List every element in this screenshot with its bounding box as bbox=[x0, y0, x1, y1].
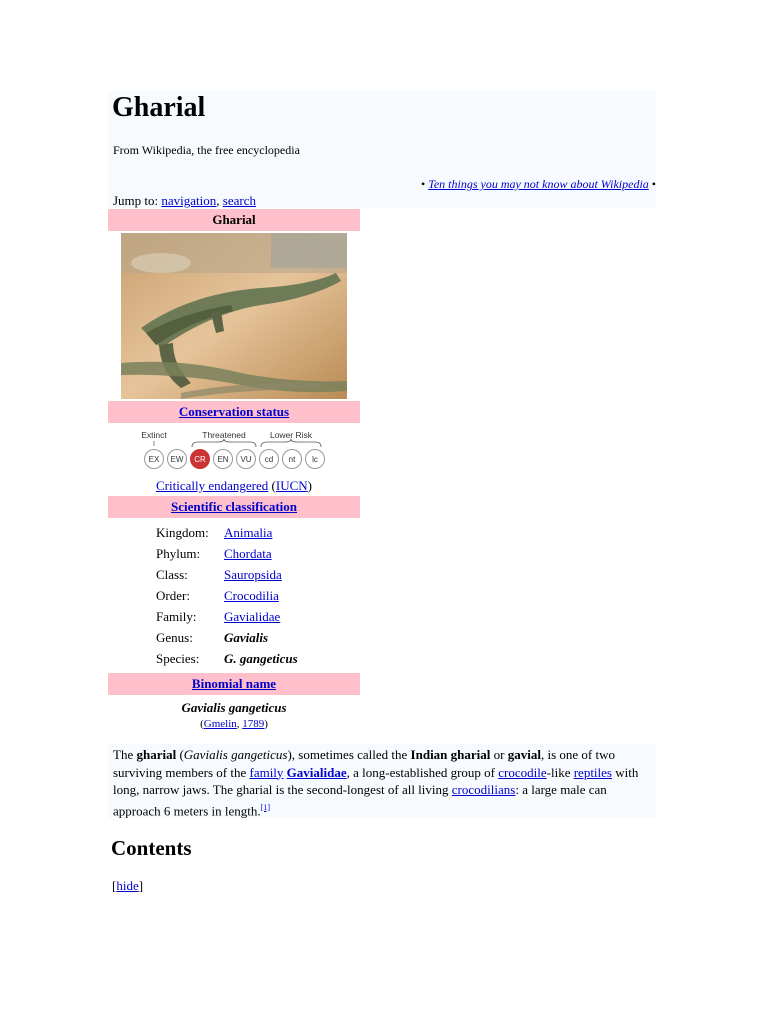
family-link[interactable]: family bbox=[249, 764, 284, 780]
taxonomy-rank: Order: bbox=[156, 587, 190, 603]
contents-hide-link[interactable]: hide bbox=[116, 878, 139, 893]
taxonomy-value bbox=[224, 522, 298, 543]
intro-text: The bbox=[113, 747, 137, 762]
binomial-name-header bbox=[108, 673, 360, 695]
taxonomy-row bbox=[156, 564, 298, 585]
status-code-label: EW bbox=[170, 455, 184, 464]
status-code-label: VU bbox=[240, 455, 252, 464]
status-code-label: CR bbox=[194, 455, 206, 464]
jump-navigation-link[interactable]: navigation bbox=[161, 193, 217, 208]
conservation-status-header bbox=[108, 401, 360, 423]
authority-close: ) bbox=[264, 718, 268, 730]
infobox-title: Gharial bbox=[108, 209, 360, 231]
gharial-photo-icon bbox=[121, 233, 347, 399]
jump-search-link[interactable]: search bbox=[222, 193, 256, 208]
intro-text: : a large male can approach 6 meters in length. bbox=[113, 782, 607, 818]
taxonomy-row bbox=[156, 585, 298, 606]
taxonomy-row bbox=[156, 522, 298, 543]
jump-to bbox=[113, 193, 256, 209]
intro-text: -like bbox=[546, 764, 574, 780]
bracket-open: [ bbox=[112, 878, 117, 893]
bullet: • bbox=[421, 177, 429, 191]
reference-1-link[interactable]: [1] bbox=[260, 802, 270, 812]
reptiles-link[interactable]: reptiles bbox=[573, 764, 612, 780]
threatened-group-label: Threatened bbox=[202, 430, 246, 440]
scientific-classification-header bbox=[108, 496, 360, 518]
binomial-name-link[interactable]: Binomial name bbox=[191, 676, 277, 691]
intro-text: , a long-established group of bbox=[346, 764, 499, 780]
status-caption bbox=[108, 476, 360, 496]
taxonomy-rank: Species: bbox=[156, 650, 200, 666]
threatened-brace bbox=[192, 439, 256, 447]
taxobox bbox=[108, 209, 360, 731]
taxonomy-row bbox=[156, 648, 298, 669]
taxonomy-rows bbox=[156, 522, 298, 669]
tagline: From Wikipedia, the free encyclopedia bbox=[113, 143, 300, 157]
taxonomy-rank: Class: bbox=[156, 566, 188, 582]
status-code-label: cd bbox=[264, 455, 274, 464]
intro-bold-indian-gharial: Indian gharial bbox=[410, 747, 491, 762]
taxonomy-value-link[interactable]: Chordata bbox=[224, 545, 272, 561]
taxonomy-rank: Genus: bbox=[156, 629, 193, 645]
intro-text: ( bbox=[176, 747, 184, 762]
status-source-open: ( bbox=[268, 478, 276, 493]
intro-text: ), sometimes called the bbox=[287, 747, 411, 762]
intro-text: with long, narrow jaws. The gharial is the second-longest of all living bbox=[113, 764, 639, 797]
intro-text: , is one of two surviving members of the bbox=[113, 747, 615, 780]
authority-open: ( bbox=[200, 718, 204, 730]
taxonomy-rank: Phylum: bbox=[156, 545, 201, 561]
crocodilians-link[interactable]: crocodilians bbox=[451, 782, 516, 797]
taxonomy-row bbox=[156, 606, 298, 627]
scientific-classification-link[interactable]: Scientific classification bbox=[170, 499, 297, 514]
intro-text: or bbox=[490, 747, 508, 762]
lower-risk-brace bbox=[261, 439, 321, 447]
status-code-label: EX bbox=[148, 455, 160, 464]
jump-prefix: Jump to: bbox=[113, 193, 162, 208]
taxonomy-value bbox=[224, 564, 298, 585]
site-notice bbox=[390, 177, 656, 192]
jump-sep: , bbox=[216, 193, 223, 208]
gavialidae-link[interactable]: Gavialidae bbox=[286, 764, 347, 780]
taxonomy-value bbox=[224, 585, 298, 606]
gharial-photo[interactable] bbox=[121, 233, 347, 399]
taxonomy-value: G. gangeticus bbox=[224, 650, 298, 666]
conservation-status-link[interactable]: Conservation status bbox=[178, 404, 290, 419]
authority-author-link[interactable]: Gmelin bbox=[203, 718, 237, 730]
taxonomy-row bbox=[156, 543, 298, 564]
status-scale-graphic bbox=[108, 426, 360, 476]
intro-bold-gharial: gharial bbox=[136, 747, 177, 762]
bullet: • bbox=[648, 177, 656, 191]
extinct-group-label: Extinct bbox=[141, 430, 167, 440]
authority-year-link[interactable]: 1789 bbox=[242, 718, 265, 730]
binomial-name: Gavialis gangeticus bbox=[181, 700, 287, 715]
intro-bold-gavial: gavial bbox=[507, 747, 541, 762]
taxonomy-table bbox=[156, 522, 298, 669]
intro-italic-binomial: Gavialis gangeticus bbox=[183, 747, 288, 762]
taxonomy-rank: Family: bbox=[156, 608, 197, 624]
binomial-authority bbox=[108, 717, 360, 731]
taxonomy-value-link[interactable]: Sauropsida bbox=[224, 566, 282, 582]
taxonomy-value-link[interactable]: Gavialidae bbox=[224, 608, 281, 624]
conservation-status-scale[interactable] bbox=[108, 426, 360, 476]
taxonomy-value bbox=[224, 606, 298, 627]
crocodile-link[interactable]: crocodile bbox=[498, 764, 547, 780]
taxonomy-rank: Kingdom: bbox=[156, 524, 209, 540]
status-text-link[interactable]: Critically endangered bbox=[156, 478, 269, 493]
taxonomy-value-link[interactable]: Animalia bbox=[224, 524, 273, 540]
authority-sep: , bbox=[236, 718, 243, 730]
taxonomy-row bbox=[156, 627, 298, 648]
lower-risk-group-label: Lower Risk bbox=[269, 430, 313, 440]
bracket-close: ] bbox=[138, 878, 144, 893]
iucn-link[interactable]: IUCN bbox=[275, 478, 308, 493]
status-circles bbox=[145, 450, 325, 469]
status-code-label: lc bbox=[312, 455, 318, 464]
taxonomy-value: Gavialis bbox=[224, 629, 269, 645]
status-code-label: EN bbox=[217, 455, 229, 464]
status-source-close: ) bbox=[307, 478, 312, 493]
contents-heading: Contents bbox=[111, 836, 192, 860]
site-notice-link[interactable]: Ten things you may not know about Wikipedia bbox=[428, 177, 649, 191]
contents-toggle bbox=[112, 878, 143, 894]
status-code-label: nt bbox=[288, 455, 296, 464]
intro-paragraph bbox=[113, 746, 655, 819]
taxonomy-value-link[interactable]: Crocodilia bbox=[224, 587, 279, 603]
taxonomy-value bbox=[224, 543, 298, 564]
page-title: Gharial bbox=[112, 92, 206, 123]
